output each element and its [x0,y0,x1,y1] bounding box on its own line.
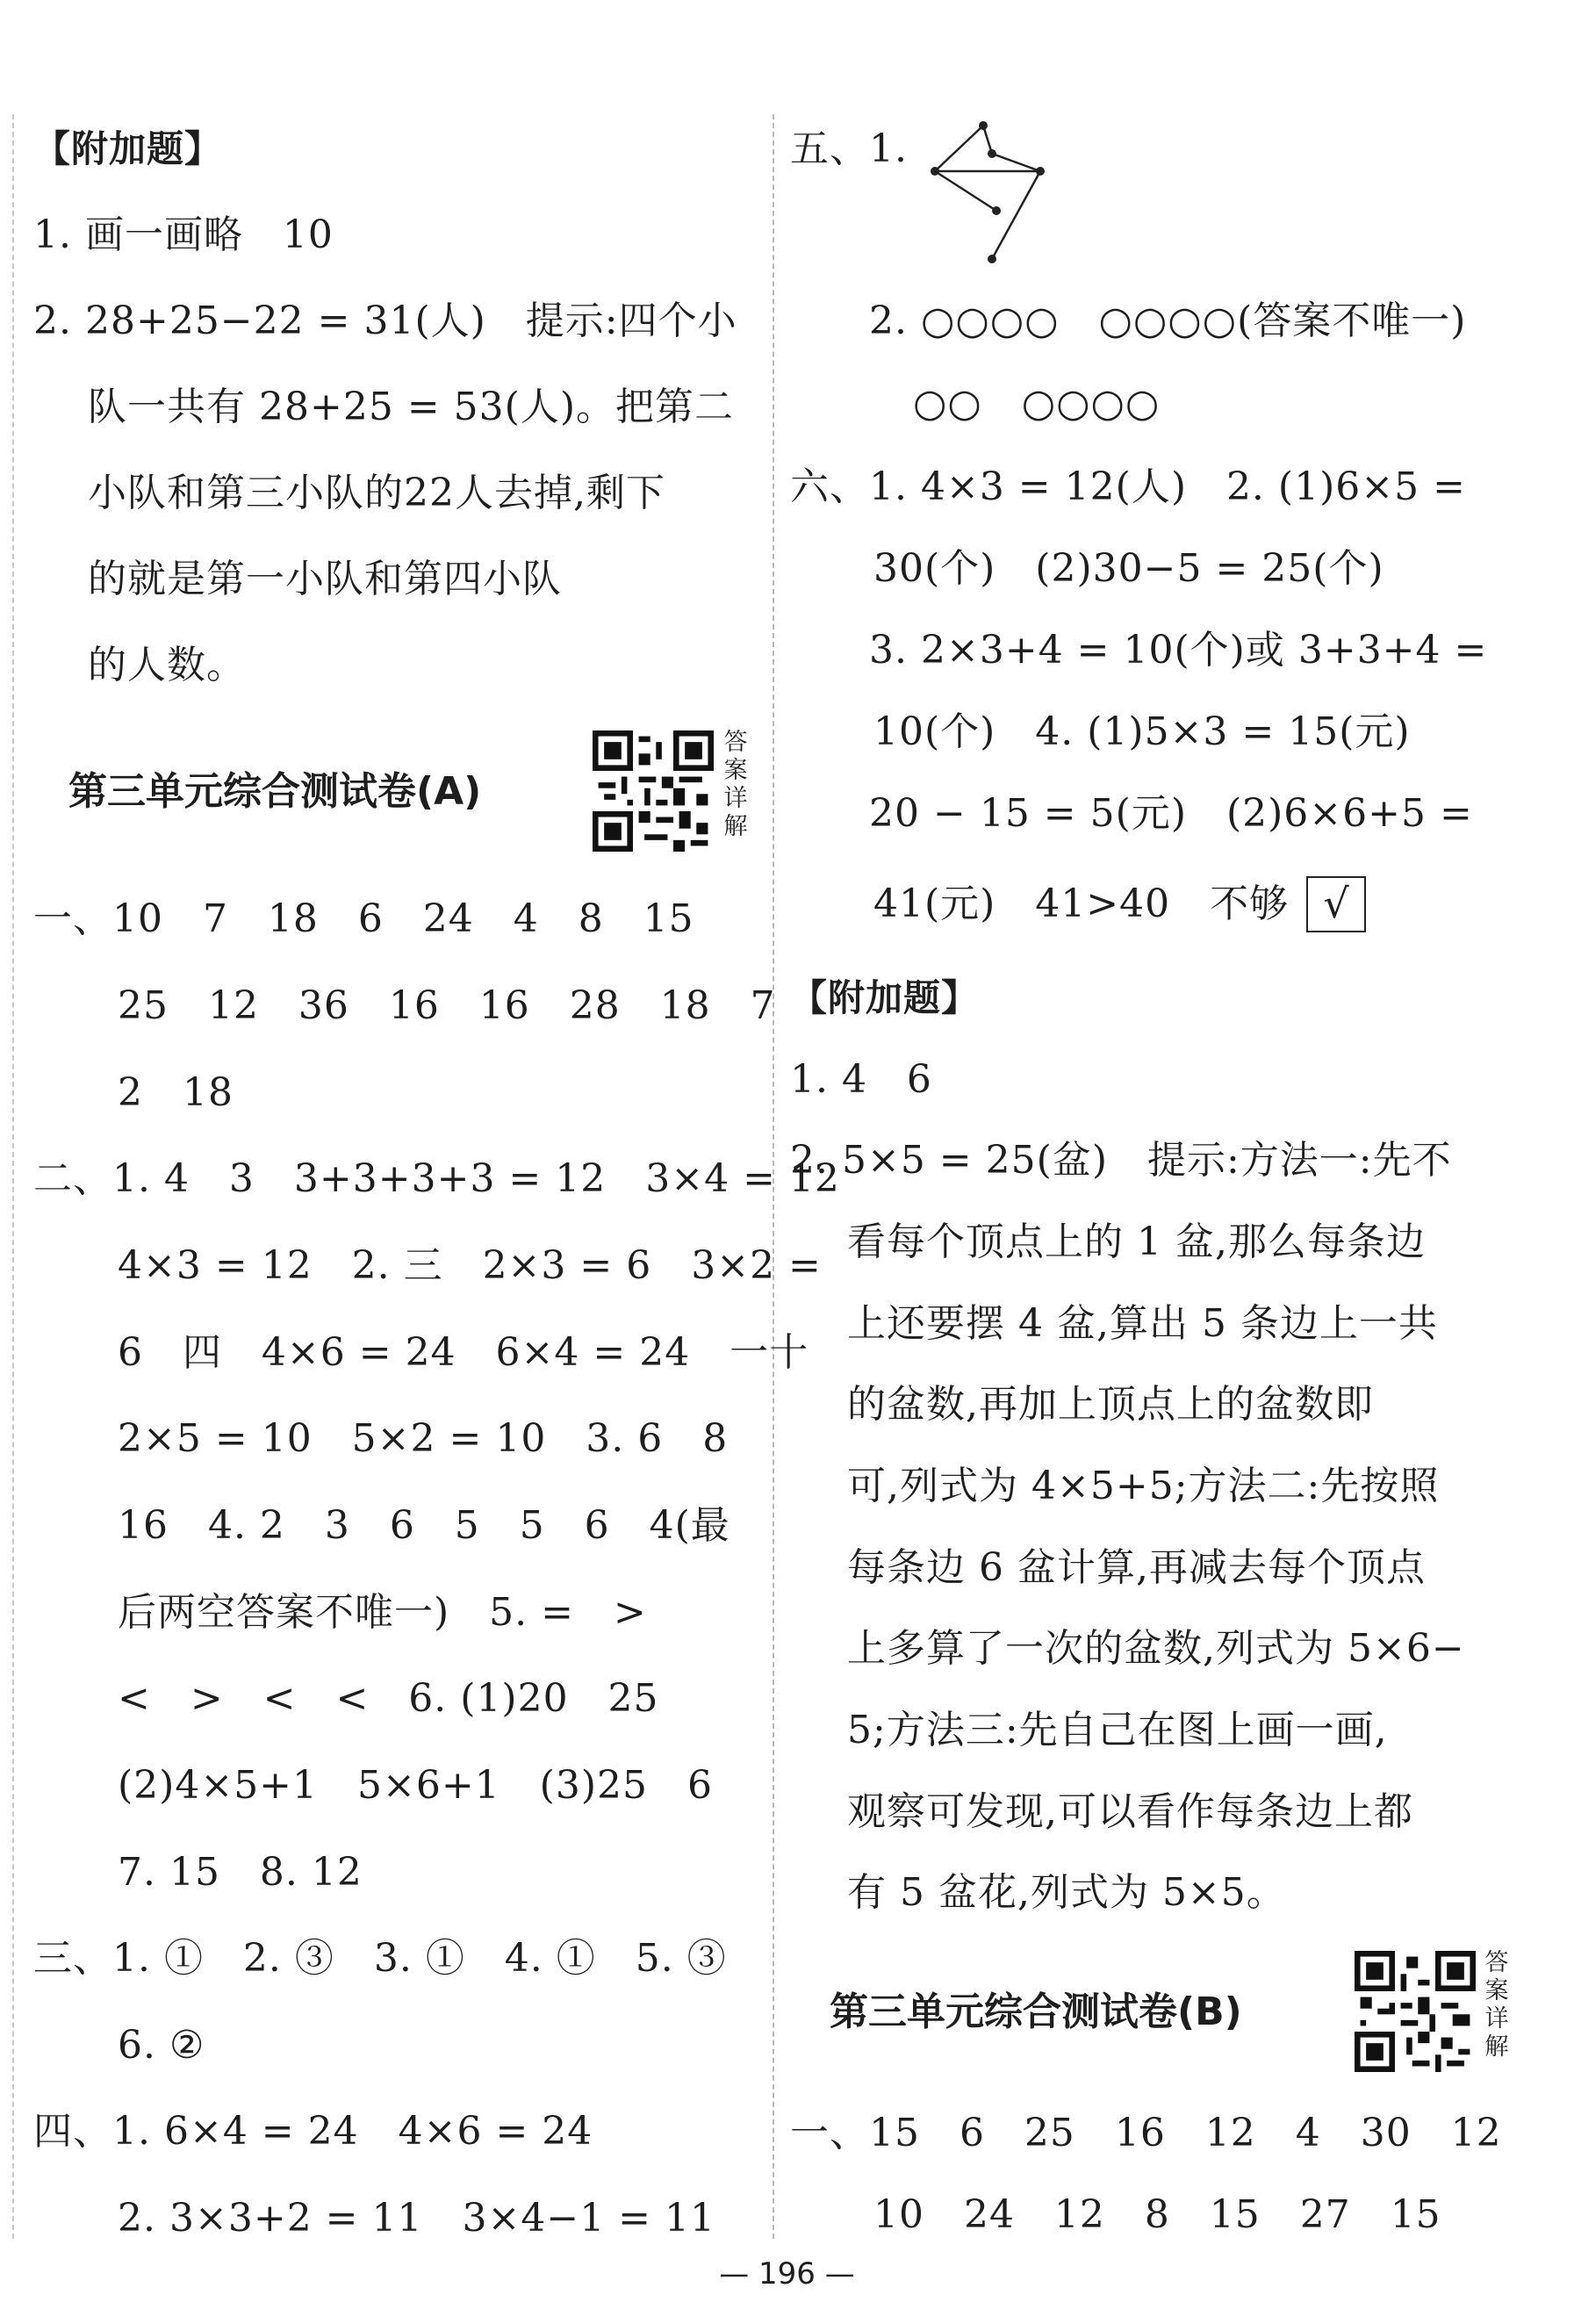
answer-line: 3. 2×3+4 = 10(个)或 3+3+4 = [869,628,1488,673]
answer-line: < > < < 6. (1)20 25 [118,1676,659,1721]
qr-code-icon[interactable] [1355,1951,1476,2072]
answer-line: 二、1. 4 3 3+3+3+3 = 12 3×4 = 12 [33,1156,840,1201]
answer-line: 的人数。 [88,643,246,687]
answer-line: 2. 5×5 = 25(盆) 提示:方法一:先不 [790,1138,1452,1183]
answer-line: 30(个) (2)30−5 = 25(个) [873,546,1384,591]
answer-line: ○○ ○○○○ [913,381,1161,426]
answer-line: 6 四 4×6 = 24 6×4 = 24 一十 [118,1330,809,1375]
answer-line: 41(元) 41>40 不够 [873,881,1290,926]
answer-line: 可,列式为 4×5+5;方法二:先按照 [847,1464,1440,1508]
answer-line: 5;方法三:先自己在图上画一画, [847,1708,1388,1752]
answer-line: 2. 3×3+2 = 11 3×4−1 = 11 [118,2196,716,2241]
answer-line: 一、10 7 18 6 24 4 8 15 [33,896,694,941]
answer-line: 有 5 盆花,列式为 5×5。 [847,1870,1286,1915]
answer-line: 25 12 36 16 16 28 18 7 [118,983,776,1028]
answer-line: 1. 4 6 [790,1057,932,1102]
answer-line: 一、15 6 25 16 12 4 30 12 [790,2111,1502,2155]
answer-line: 2 18 [118,1070,234,1115]
left-margin-line [12,114,14,2239]
answer-line: 的就是第一小队和第四小队 [88,557,562,601]
answer-line: 7. 15 8. 12 [118,1850,363,1895]
answer-line: 看每个顶点上的 1 盆,那么每条边 [847,1220,1426,1264]
unit-test-title: 第三单元综合测试卷(B) [830,1989,1242,2034]
answer-line: 6. ② [118,2023,205,2068]
page-number: — 196 — [719,2256,855,2292]
answer-line: 2. 28+25−22 = 31(人) 提示:四个小 [33,299,737,343]
answer-line: 10(个) 4. (1)5×3 = 15(元) [873,709,1411,754]
answer-line: 后两空答案不唯一) 5. = > [118,1590,647,1635]
answer-line: 五、1. [790,126,908,171]
answer-line: 上多算了一次的盆数,列式为 5×6− [847,1626,1465,1671]
qr-caption: 答案详解 [723,729,748,840]
answer-line: 小队和第三小队的22人去掉,剩下 [88,471,665,515]
extra-questions-heading: 【附加题】 [33,127,223,170]
answer-line: 2. ○○○○ ○○○○(答案不唯一) [869,299,1467,343]
answer-line: 4×3 = 12 2. 三 2×3 = 6 3×2 = [118,1243,822,1288]
check-mark-box: √ [1306,876,1366,932]
answer-line: 的盆数,再加上顶点上的盆数即 [847,1382,1374,1427]
qr-code-icon[interactable] [593,730,714,852]
answer-line: 20 − 15 = 5(元) (2)6×6+5 = [869,791,1473,836]
answer-line: 上还要摆 4 盆,算出 5 条边上一共 [847,1301,1438,1346]
answer-line: 三、1. ① 2. ③ 3. ① 4. ① 5. ③ [33,1936,727,1981]
answer-line: 队一共有 28+25 = 53(人)。把第二 [88,385,734,429]
answer-line: 每条边 6 盆计算,再减去每个顶点 [847,1545,1426,1590]
extra-questions-heading: 【附加题】 [790,976,980,1019]
unit-test-title: 第三单元综合测试卷(A) [68,769,482,814]
answer-line: 2×5 = 10 5×2 = 10 3. 6 8 [118,1416,729,1461]
answer-line: 10 24 12 8 15 27 15 [873,2192,1441,2237]
answer-line: 六、1. 4×3 = 12(人) 2. (1)6×5 = [790,464,1466,509]
answer-line: 1. 画一画略 10 [33,212,334,257]
line-drawing-figure [931,119,1053,268]
answer-line: 16 4. 2 3 6 5 5 6 4(最 [118,1503,730,1548]
answer-line: (2)4×5+1 5×6+1 (3)25 6 [118,1763,713,1808]
answer-line: 观察可发现,可以看作每条边上都 [847,1789,1413,1834]
qr-caption: 答案详解 [1484,1949,1509,2061]
answer-line: 四、1. 6×4 = 24 4×6 = 24 [33,2109,593,2154]
